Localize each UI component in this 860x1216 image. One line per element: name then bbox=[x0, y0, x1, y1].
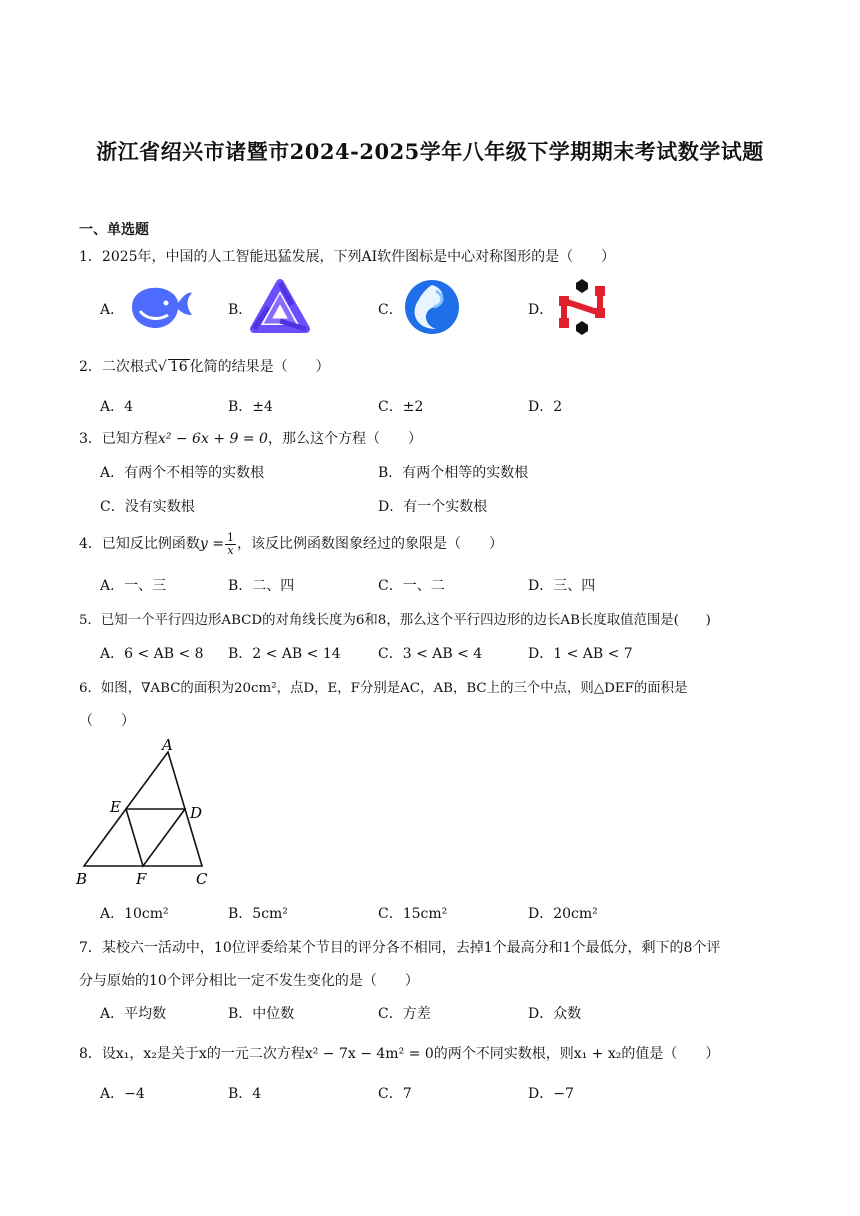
option-a[interactable]: A．−4 bbox=[100, 1086, 145, 1102]
question-2-options bbox=[100, 396, 700, 416]
vertex-label-a: A bbox=[162, 736, 173, 754]
option-c[interactable]: C．15cm² bbox=[378, 906, 448, 922]
option-d[interactable]: D．2 bbox=[528, 399, 563, 415]
question-1-stem: 1．2025年，中国的人工智能迅猛发展，下列AI软件图标是中心对称图形的是（ ） bbox=[79, 249, 616, 265]
option-d[interactable]: D．−7 bbox=[528, 1086, 574, 1102]
option-c-label[interactable]: C． bbox=[378, 302, 403, 318]
triangle-knot-logo-icon bbox=[250, 279, 310, 335]
swirl-circle-logo-icon bbox=[402, 279, 462, 335]
option-a[interactable]: A．6 < AB < 8 bbox=[100, 646, 204, 662]
whale-logo-icon bbox=[126, 281, 198, 333]
question-8-options bbox=[100, 1083, 700, 1103]
vertex-label-d: D bbox=[190, 804, 203, 822]
triangle-figure bbox=[74, 736, 224, 888]
option-c[interactable]: C．没有实数根 bbox=[100, 499, 195, 515]
hexagon-n-logo-icon bbox=[552, 279, 612, 335]
question-7-options bbox=[100, 1003, 700, 1023]
page-title: 浙江省绍兴市诸暨市2024-2025学年八年级下学期期末考试数学试题 bbox=[96, 139, 764, 164]
question-6-options bbox=[100, 903, 700, 923]
option-b[interactable]: B．有两个相等的实数根 bbox=[378, 465, 529, 481]
option-b[interactable]: B．4 bbox=[228, 1086, 262, 1102]
option-c[interactable]: C．方差 bbox=[378, 1006, 431, 1022]
question-3-options-row2 bbox=[100, 496, 700, 516]
question-6-stem-line1: 6．如图，∇ABC的面积为20cm²，点D，E，F分别是AC，AB，BC上的三个中点，则△DEF的面积是 bbox=[79, 681, 688, 696]
option-d[interactable]: D．1 < AB < 7 bbox=[528, 646, 633, 662]
option-b[interactable]: B．中位数 bbox=[228, 1006, 295, 1022]
question-8-stem: 8．设x₁，x₂是关于x的一元二次方程x² − 7x − 4m² = 0的两个不同实数根，则x₁ + x₂的值是（ ） bbox=[79, 1046, 720, 1062]
question-4-stem: 4．已知反比例函数y = $\frac{1}{x}$ ，该反比例函数图象经过的象限是（ ） bbox=[79, 530, 504, 557]
option-d[interactable]: D．有一个实数根 bbox=[378, 499, 488, 515]
function-lhs: y = bbox=[199, 536, 225, 552]
option-c[interactable]: C．7 bbox=[378, 1086, 412, 1102]
question-3-stem: 3．已知方程x² − 6x + 9 = 0，那么这个方程（ ） bbox=[79, 431, 422, 447]
question-5-options bbox=[100, 643, 700, 663]
option-d[interactable]: D．众数 bbox=[528, 1006, 582, 1022]
option-c[interactable]: C．3 < AB < 4 bbox=[378, 646, 483, 662]
fraction: $\frac{1}{x}$ bbox=[227, 530, 235, 557]
option-c[interactable]: C．一、二 bbox=[378, 578, 445, 594]
option-a-label[interactable]: A． bbox=[100, 302, 125, 318]
option-d[interactable]: D．三、四 bbox=[528, 578, 596, 594]
option-c[interactable]: C．±2 bbox=[378, 399, 424, 415]
question-7-stem-line2: 分与原始的10个评分相比一定不发生变化的是（ ） bbox=[79, 973, 419, 989]
equation: x² − 6x + 9 = 0 bbox=[157, 431, 268, 447]
section-heading: 一、单选题 bbox=[79, 222, 149, 238]
question-7-stem-line1: 7．某校六一活动中，10位评委给某个节目的评分各不相同，去掉1个最高分和1个最低分，剩下的8个评 bbox=[79, 940, 721, 956]
question-3-options-row1 bbox=[100, 462, 700, 482]
question-5-stem: 5．已知一个平行四边形ABCD的对角线长度为6和8，那么这个平行四边形的边长AB长度取值范围是( ) bbox=[79, 613, 711, 628]
vertex-label-c: C bbox=[196, 870, 208, 888]
radical-sign: √ bbox=[157, 359, 167, 375]
question-4-options bbox=[100, 575, 700, 595]
vertex-label-b: B bbox=[76, 870, 88, 888]
question-2-stem: 2．二次根式√ 16 化简的结果是（ ） bbox=[79, 359, 330, 375]
option-a[interactable]: A．平均数 bbox=[100, 1006, 167, 1022]
option-d-label[interactable]: D． bbox=[528, 302, 554, 318]
option-d[interactable]: D．20cm² bbox=[528, 906, 598, 922]
option-a[interactable]: A．有两个不相等的实数根 bbox=[100, 465, 265, 481]
option-b-label[interactable]: B． bbox=[228, 302, 253, 318]
vertex-label-f: F bbox=[136, 870, 147, 888]
option-b[interactable]: B．2 < AB < 14 bbox=[228, 646, 341, 662]
option-a[interactable]: A．10cm² bbox=[100, 906, 169, 922]
option-a[interactable]: A．一、三 bbox=[100, 578, 167, 594]
option-b[interactable]: B．5cm² bbox=[228, 906, 288, 922]
vertex-label-e: E bbox=[110, 798, 121, 816]
option-a[interactable]: A．4 bbox=[100, 399, 134, 415]
radicand: 16 bbox=[169, 359, 188, 375]
option-b[interactable]: B．二、四 bbox=[228, 578, 295, 594]
option-b[interactable]: B．±4 bbox=[228, 399, 273, 415]
question-6-stem-line2: （ ） bbox=[79, 713, 135, 729]
question-1-options bbox=[100, 279, 700, 335]
